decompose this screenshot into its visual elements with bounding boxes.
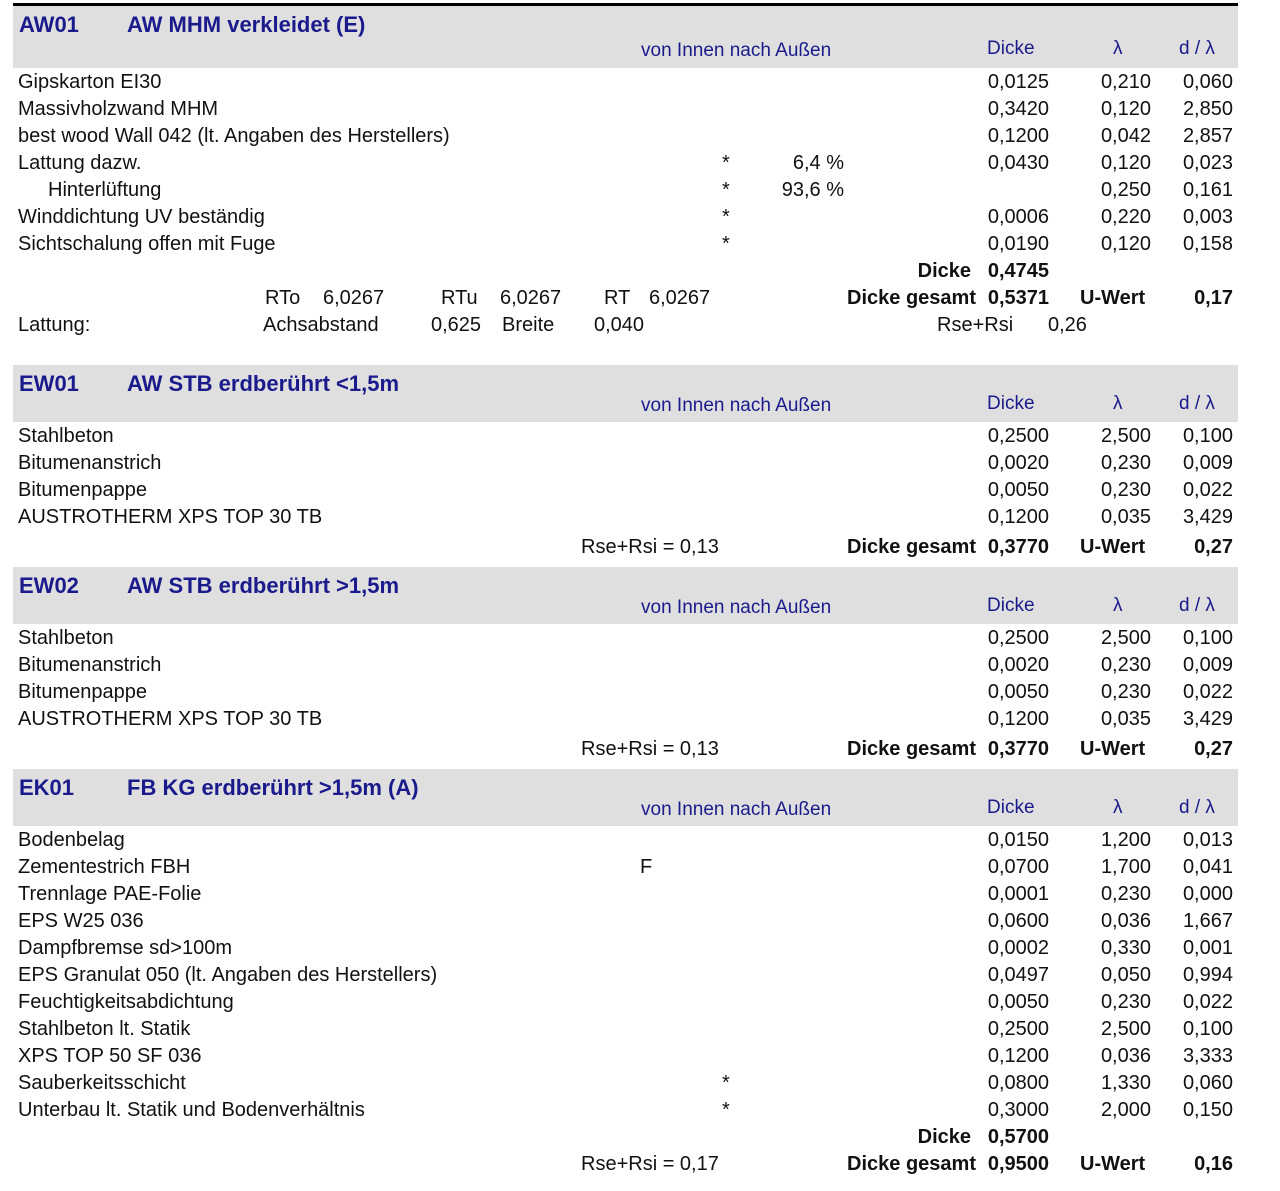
- achsabstand-label: Achsabstand: [263, 314, 379, 336]
- layer-thickness: 0,0800: [987, 1072, 1049, 1094]
- layer-d-lambda: 0,003: [1182, 206, 1233, 228]
- section-title: AW STB erdberührt >1,5m: [127, 573, 400, 598]
- section-header-ew01: [13, 365, 1238, 422]
- layer-name: Zementestrich FBH: [18, 856, 191, 878]
- layer-lambda: 0,230: [1100, 654, 1151, 676]
- dicke-gesamt-value: 0,3770: [987, 738, 1049, 760]
- layer-lambda: 0,035: [1100, 708, 1151, 730]
- layer-thickness: 0,1200: [987, 125, 1049, 147]
- rse-rsi-value: 0,26: [1048, 314, 1087, 336]
- section-code: EW01: [19, 371, 79, 396]
- layer-d-lambda: 2,857: [1182, 125, 1233, 147]
- layer-thickness: 0,1200: [987, 506, 1049, 528]
- layer-d-lambda: 0,150: [1182, 1099, 1233, 1121]
- layer-thickness: 0,1200: [987, 1045, 1049, 1067]
- layer-lambda: 0,120: [1100, 233, 1151, 255]
- dicke-gesamt-label: Dicke gesamt: [847, 738, 976, 760]
- layer-lambda: 0,230: [1100, 681, 1151, 703]
- layer-d-lambda: 0,001: [1182, 937, 1233, 959]
- u-wert-label: U-Wert: [1080, 738, 1146, 760]
- rtu-label: RTu: [441, 287, 478, 309]
- layer-d-lambda: 0,158: [1182, 233, 1233, 255]
- layer-lambda: 0,036: [1100, 910, 1151, 932]
- lattung-label: Lattung:: [18, 314, 91, 336]
- layer-d-lambda: 0,009: [1182, 654, 1233, 676]
- u-wert-label: U-Wert: [1080, 1153, 1146, 1175]
- layer-d-lambda: 0,060: [1182, 1072, 1233, 1094]
- rtu-value: 6,0267: [500, 287, 562, 309]
- u-wert-label: U-Wert: [1080, 536, 1146, 558]
- layer-d-lambda: 0,161: [1182, 179, 1233, 201]
- layer-lambda: 0,036: [1100, 1045, 1151, 1067]
- layer-thickness: 0,2500: [987, 425, 1049, 447]
- layer-name: Bitumenpappe: [18, 479, 147, 501]
- rse-rsi: Rse+Rsi = 0,13: [581, 738, 719, 760]
- layer-thickness: 0,0497: [987, 964, 1049, 986]
- layer-mark: *: [722, 179, 730, 201]
- layer-name: Feuchtigkeitsabdichtung: [18, 991, 234, 1013]
- layer-name: XPS TOP 50 SF 036: [18, 1045, 202, 1067]
- layer-lambda: 0,250: [1100, 179, 1151, 201]
- dicke-gesamt-label: Dicke gesamt: [847, 536, 976, 558]
- u-wert-value: 0,17: [1194, 287, 1233, 309]
- rto-label: RTo: [265, 287, 301, 309]
- layer-d-lambda: 0,060: [1182, 71, 1233, 93]
- layer-d-lambda: 0,022: [1182, 479, 1233, 501]
- layer-thickness: 0,3000: [987, 1099, 1049, 1121]
- dicke-header: Dicke: [987, 797, 1035, 818]
- u-wert-label: U-Wert: [1080, 287, 1146, 309]
- layer-d-lambda: 0,100: [1182, 627, 1233, 649]
- layer-name: Gipskarton EI30: [18, 71, 162, 93]
- layer-lambda: 1,330: [1100, 1072, 1151, 1094]
- layer-name: Stahlbeton: [18, 627, 114, 649]
- layer-d-lambda: 0,100: [1182, 425, 1233, 447]
- layer-percent: 93,6 %: [781, 179, 844, 201]
- layer-d-lambda: 3,429: [1182, 708, 1233, 730]
- layer-d-lambda: 0,000: [1182, 883, 1233, 905]
- layer-name: Bitumenpappe: [18, 681, 147, 703]
- layer-name: Bodenbelag: [18, 829, 125, 851]
- layer-lambda: 1,700: [1100, 856, 1151, 878]
- layer-name: Bitumenanstrich: [18, 452, 162, 474]
- breite-label: Breite: [502, 314, 555, 336]
- layer-name: Sauberkeitsschicht: [18, 1072, 186, 1094]
- layer-thickness: 0,0006: [987, 206, 1049, 228]
- layer-thickness: 0,2500: [987, 1018, 1049, 1040]
- layer-mark: *: [722, 1099, 730, 1121]
- u-wert-value: 0,27: [1194, 536, 1233, 558]
- layer-thickness: 0,0002: [987, 937, 1049, 959]
- breite-value: 0,040: [594, 314, 645, 336]
- layer-d-lambda: 0,009: [1182, 452, 1233, 474]
- dicke-gesamt-label: Dicke gesamt: [847, 1153, 976, 1175]
- layer-thickness: 0,1200: [987, 708, 1049, 730]
- layer-name: EPS Granulat 050 (lt. Angaben des Herstellers): [18, 964, 438, 986]
- dicke-value: 0,5700: [987, 1126, 1049, 1148]
- lambda-header: λ: [1113, 393, 1123, 414]
- layer-d-lambda: 0,013: [1182, 829, 1233, 851]
- layer-thickness: 0,0700: [987, 856, 1049, 878]
- layer-lambda: 0,220: [1100, 206, 1151, 228]
- layer-d-lambda: 0,994: [1182, 964, 1233, 986]
- section-code: EW02: [19, 573, 79, 598]
- layer-name: Trennlage PAE-Folie: [18, 883, 202, 905]
- layer-name: Dampfbremse sd>100m: [18, 937, 232, 959]
- layer-mark: *: [722, 1072, 730, 1094]
- layer-lambda: 2,500: [1100, 425, 1151, 447]
- rto-value: 6,0267: [323, 287, 385, 309]
- layer-name: Stahlbeton: [18, 425, 114, 447]
- layer-d-lambda: 0,041: [1182, 856, 1233, 878]
- layer-d-lambda: 0,022: [1182, 991, 1233, 1013]
- layer-mark: *: [722, 233, 730, 255]
- layer-name: Sichtschalung offen mit Fuge: [18, 233, 276, 255]
- layer-thickness: 0,0001: [987, 883, 1049, 905]
- rse-rsi: Rse+Rsi = 0,17: [581, 1153, 719, 1175]
- layer-lambda: 1,200: [1100, 829, 1151, 851]
- layer-thickness: 0,3420: [987, 98, 1049, 120]
- layer-thickness: 0,0050: [987, 681, 1049, 703]
- d-lambda-header: d / λ: [1179, 797, 1215, 818]
- layer-thickness: 0,0190: [987, 233, 1049, 255]
- d-lambda-header: d / λ: [1179, 595, 1215, 616]
- layer-thickness: 0,0050: [987, 991, 1049, 1013]
- layer-lambda: 2,500: [1100, 1018, 1151, 1040]
- direction-label: von Innen nach Außen: [641, 395, 832, 416]
- dicke-gesamt-value: 0,9500: [987, 1153, 1049, 1175]
- layer-name: EPS W25 036: [18, 910, 144, 932]
- layer-thickness: 0,0020: [987, 452, 1049, 474]
- direction-label: von Innen nach Außen: [641, 799, 832, 820]
- layer-name: Bitumenanstrich: [18, 654, 162, 676]
- dicke-label: Dicke: [917, 260, 971, 282]
- layer-d-lambda: 3,333: [1182, 1045, 1233, 1067]
- dicke-gesamt-value: 0,3770: [987, 536, 1049, 558]
- section-header-ek01: [13, 769, 1238, 826]
- layer-lambda: 0,230: [1100, 452, 1151, 474]
- u-wert-value: 0,16: [1194, 1153, 1233, 1175]
- layer-name: Unterbau lt. Statik und Bodenverhältnis: [18, 1099, 365, 1121]
- section-title: FB KG erdberührt >1,5m (A): [127, 775, 419, 800]
- layer-thickness: 0,0020: [987, 654, 1049, 676]
- lambda-header: λ: [1113, 595, 1123, 616]
- lambda-header: λ: [1113, 797, 1123, 818]
- layer-lambda: 0,120: [1100, 98, 1151, 120]
- layer-name: Winddichtung UV beständig: [18, 206, 265, 228]
- layer-lambda: 2,000: [1100, 1099, 1151, 1121]
- section-header-ew02: [13, 567, 1238, 624]
- section-code: EK01: [19, 775, 75, 800]
- rt-value: 6,0267: [649, 287, 711, 309]
- layer-lambda: 0,330: [1100, 937, 1151, 959]
- layer-thickness: 0,0050: [987, 479, 1049, 501]
- layer-name: AUSTROTHERM XPS TOP 30 TB: [18, 708, 323, 730]
- layer-name: best wood Wall 042 (lt. Angaben des Herstellers): [18, 125, 450, 147]
- layer-thickness: 0,2500: [987, 627, 1049, 649]
- layer-d-lambda: 2,850: [1182, 98, 1233, 120]
- layer-mark: *: [722, 152, 730, 174]
- layer-lambda: 0,120: [1100, 152, 1151, 174]
- layer-thickness: 0,0150: [987, 829, 1049, 851]
- dicke-gesamt-value: 0,5371: [987, 287, 1049, 309]
- layer-name: Lattung dazw.: [18, 152, 142, 174]
- d-lambda-header: d / λ: [1179, 38, 1215, 59]
- layer-name: Stahlbeton lt. Statik: [18, 1018, 191, 1040]
- achsabstand-value: 0,625: [431, 314, 482, 336]
- u-wert-value: 0,27: [1194, 738, 1233, 760]
- lambda-header: λ: [1113, 38, 1123, 59]
- layer-percent: 6,4 %: [792, 152, 844, 174]
- layer-lambda: 0,050: [1100, 964, 1151, 986]
- layer-lambda: 0,042: [1100, 125, 1151, 147]
- layer-lambda: 0,035: [1100, 506, 1151, 528]
- layer-mark: *: [722, 206, 730, 228]
- dicke-value: 0,4745: [987, 260, 1049, 282]
- layer-d-lambda: 0,100: [1182, 1018, 1233, 1040]
- layer-name: Massivholzwand MHM: [18, 98, 219, 120]
- layer-lambda: 0,230: [1100, 991, 1151, 1013]
- rt-label: RT: [604, 287, 631, 309]
- d-lambda-header: d / λ: [1179, 393, 1215, 414]
- dicke-label: Dicke: [917, 1126, 971, 1148]
- layer-d-lambda: 0,022: [1182, 681, 1233, 703]
- layer-thickness: 0,0600: [987, 910, 1049, 932]
- direction-label: von Innen nach Außen: [641, 40, 832, 61]
- layer-d-lambda: 0,023: [1182, 152, 1233, 174]
- layer-lambda: 0,230: [1100, 883, 1151, 905]
- section-title: AW MHM verkleidet (E): [127, 12, 366, 37]
- layer-name: AUSTROTHERM XPS TOP 30 TB: [18, 506, 323, 528]
- dicke-header: Dicke: [987, 595, 1035, 616]
- layer-lambda: 0,210: [1100, 71, 1151, 93]
- layer-d-lambda: 3,429: [1182, 506, 1233, 528]
- section-title: AW STB erdberührt <1,5m: [127, 371, 400, 396]
- dicke-header: Dicke: [987, 393, 1035, 414]
- layer-mark: F: [640, 856, 653, 878]
- layer-lambda: 0,230: [1100, 479, 1151, 501]
- layer-d-lambda: 1,667: [1182, 910, 1233, 932]
- rse-rsi-label: Rse+Rsi: [937, 314, 1014, 336]
- layer-thickness: 0,0125: [987, 71, 1049, 93]
- dicke-header: Dicke: [987, 38, 1035, 59]
- rse-rsi: Rse+Rsi = 0,13: [581, 536, 719, 558]
- layer-thickness: 0,0430: [987, 152, 1049, 174]
- section-header-aw01: [13, 6, 1238, 68]
- direction-label: von Innen nach Außen: [641, 597, 832, 618]
- layer-name: Hinterlüftung: [48, 179, 162, 201]
- section-code: AW01: [19, 12, 79, 37]
- dicke-gesamt-label: Dicke gesamt: [847, 287, 976, 309]
- layer-lambda: 2,500: [1100, 627, 1151, 649]
